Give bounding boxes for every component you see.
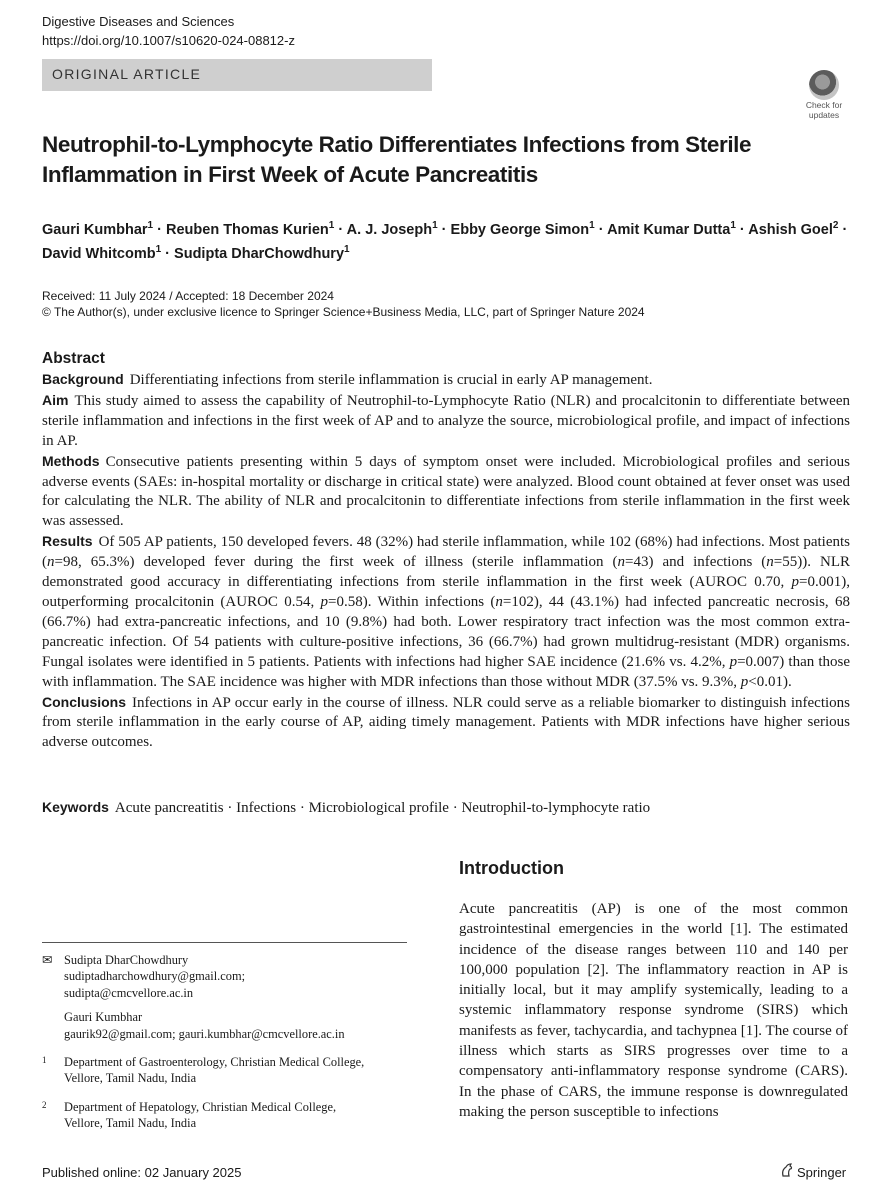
title-line-2: Inflammation in First Week of Acute Pancreatitis bbox=[42, 162, 538, 187]
p-symbol: p bbox=[320, 593, 329, 610]
author-name[interactable]: A. J. Joseph bbox=[346, 221, 433, 238]
published-date: Published online: 02 January 2025 bbox=[42, 1165, 242, 1180]
author-name[interactable]: Sudipta DharChowdhury bbox=[174, 245, 345, 262]
results-text: =0.001), outperforming procalcitonin (AUROC 0.54, bbox=[42, 574, 850, 610]
check-updates-line2: updates bbox=[808, 110, 840, 120]
methods-label: Methods bbox=[42, 452, 100, 469]
second-author-contact bbox=[42, 1009, 422, 1042]
author-name[interactable]: Ashish Goel bbox=[748, 221, 833, 238]
envelope-icon: ✉ bbox=[42, 953, 53, 967]
corresponding-author bbox=[42, 952, 422, 1001]
article-type-label: ORIGINAL ARTICLE bbox=[52, 66, 202, 82]
results-text: =55)). NLR demonstrated good accuracy in differentiating infections from sterile inflammation in the first week (AUROC 0.70, bbox=[42, 554, 850, 591]
affiliation-2 bbox=[42, 1099, 422, 1132]
title-line-1: Neutrophil-to-Lymphocyte Ratio Differentiates Infections from Sterile bbox=[42, 132, 752, 157]
author-affiliation: 1 bbox=[730, 220, 736, 231]
author-affiliation: 1 bbox=[344, 243, 350, 255]
abstract-aim bbox=[42, 391, 850, 452]
copyright-notice: © The Author(s), under exclusive licence to Springer Science+Business Media, LLC, part of Springer Nature 2024 bbox=[42, 305, 645, 319]
abstract-conclusions bbox=[42, 693, 850, 754]
affiliation-number: 1 bbox=[42, 1055, 47, 1066]
results-label: Results bbox=[42, 533, 93, 550]
methods-text: Consecutive patients presenting within 5 days of symptom onset were included. Microbiological profiles and serious adverse events (SAEs: in-hospital mortality or discharge in critical state) were analyzed. Blood count obtained at fever onset was used for calculating the NLR. The ability of NLR and procalcitonin to differentiate infections from sterile inflammation in the first week was assessed. bbox=[42, 453, 850, 530]
article-type-banner bbox=[42, 59, 432, 91]
intro-text: ]. The inflammatory reaction in AP is initially local, but it may amplify systemically, leading to a systemic inflammatory response syndrome (SIRS) which manifests as fever, tachycardia, and tachypnea [ bbox=[459, 961, 848, 1039]
results-text: =0.58). Within infections ( bbox=[328, 593, 496, 610]
keywords-text: Acute pancreatitis · Infections · Microbiological profile · Neutrophil-to-lymphocyte ratio bbox=[114, 800, 651, 816]
results-text: =0.007) than those with inflammation. The SAE incidence was higher with MDR infections than those without MDR (37.5% vs. 9.3%, bbox=[42, 653, 850, 690]
keywords-label: Keywords bbox=[42, 799, 109, 815]
p-symbol: p bbox=[729, 653, 738, 670]
author-affiliation: 1 bbox=[147, 220, 154, 231]
footnote-divider bbox=[42, 942, 407, 943]
results-text: <0.01). bbox=[748, 673, 792, 690]
aim-text: This study aimed to assess the capability of Neutrophil-to-Lymphocyte Ratio (NLR) and procalcitonin to differentiate between sterile inflammation and infections in the first week of AP and to analyze the source, microbiological profile, and impact of infections in AP. bbox=[42, 392, 850, 449]
author-affiliation: 1 bbox=[328, 220, 335, 231]
affiliation-text: Vellore, Tamil Nadu, India bbox=[64, 1116, 197, 1131]
check-for-updates-badge[interactable] bbox=[800, 70, 848, 120]
affiliation-text: Department of Gastroenterology, Christian Medical College, bbox=[64, 1055, 365, 1070]
aim-label: Aim bbox=[42, 391, 69, 408]
p-symbol: p bbox=[791, 574, 800, 591]
article-title bbox=[42, 130, 842, 190]
background-text: Differentiating infections from sterile inflammation is crucial in early AP management. bbox=[129, 372, 653, 388]
corresponding-email[interactable]: sudiptadharchowdhury@gmail.com; bbox=[64, 969, 246, 984]
check-updates-icon bbox=[809, 70, 839, 100]
abstract-heading: Abstract bbox=[42, 350, 105, 367]
publisher-logo[interactable] bbox=[780, 1163, 846, 1181]
n-symbol: n bbox=[766, 554, 774, 571]
affiliation-1 bbox=[42, 1054, 422, 1087]
author-name[interactable]: Ebby George Simon bbox=[450, 221, 590, 238]
author-list: Gauri Kumbhar$^1$ · Reuben Thomas Kurien$^1$ · A. J. Joseph$^1$ · Ebby George Simon$^1$ · Amit Kumar Dutta$^1$ · Ashish Goel$^2$ · David Whitcomb$^1$ · Sudipta DharChowdhury$^1$ bbox=[42, 220, 848, 262]
n-symbol: n bbox=[617, 554, 626, 571]
received-accepted-dates: Received: 11 July 2024 / Accepted: 18 December 2024 bbox=[42, 289, 334, 303]
citation-link[interactable]: 1 bbox=[745, 1022, 754, 1039]
contact-email[interactable]: gaurik92@gmail.com; gauri.kumbhar@cmcvellore.ac.in bbox=[64, 1026, 345, 1041]
author-name[interactable]: David Whitcomb bbox=[42, 245, 156, 262]
introduction-heading: Introduction bbox=[459, 858, 564, 878]
citation-link[interactable]: 1 bbox=[735, 921, 743, 938]
contact-name: Gauri Kumbhar bbox=[64, 1010, 143, 1025]
author-affiliation: 1 bbox=[589, 220, 595, 231]
author-affiliation: 1 bbox=[155, 243, 162, 255]
abstract-results bbox=[42, 532, 850, 692]
abstract-body bbox=[42, 370, 850, 753]
author-affiliation: 1 bbox=[432, 220, 438, 231]
affiliation-number: 2 bbox=[42, 1099, 47, 1110]
abstract-background bbox=[42, 370, 850, 391]
conclusions-label: Conclusions bbox=[42, 693, 127, 710]
intro-text: Acute pancreatitis (AP) is one of the most common gastrointestinal emergencies in the world [ bbox=[459, 901, 848, 938]
background-label: Background bbox=[42, 371, 124, 387]
conclusions-text: Infections in AP occur early in the course of illness. NLR could serve as a reliable biomarker to distinguish infections from sterile inflammation in the early course of AP, aiding timely management. Patients with MDR infections have higher serious adverse outcomes. bbox=[42, 694, 850, 751]
journal-name: Digestive Diseases and Sciences bbox=[42, 14, 235, 29]
springer-horse-icon bbox=[780, 1163, 793, 1177]
affiliation-text: Vellore, Tamil Nadu, India bbox=[64, 1071, 197, 1086]
results-text: Of 505 AP patients, 150 developed fevers. 48 (32%) had sterile inflammation, while 102 (68%) had infections. Most patients ( bbox=[42, 534, 850, 571]
doi-link[interactable]: https://doi.org/10.1007/s10620-024-08812-z bbox=[42, 33, 295, 48]
author-name[interactable]: Gauri Kumbhar bbox=[42, 221, 148, 238]
results-text: =43) and infections ( bbox=[625, 554, 767, 571]
citation-link[interactable]: 2 bbox=[592, 961, 600, 978]
p-symbol: p bbox=[740, 673, 749, 690]
corresponding-name: Sudipta DharChowdhury bbox=[64, 953, 189, 967]
publisher-name: Springer bbox=[797, 1165, 847, 1180]
check-updates-line1: Check for bbox=[805, 100, 843, 110]
n-symbol: n bbox=[47, 554, 55, 571]
author-name[interactable]: Reuben Thomas Kurien bbox=[166, 221, 329, 238]
results-text: =98, 65.3%) developed fever during the first week of illness (sterile inflammation ( bbox=[54, 554, 618, 571]
author-affiliation: 2 bbox=[832, 220, 839, 231]
intro-text: ]. The course of illness which starts as SIRS progresses over time to a compensatory anti-inflammatory response syndrome (CARS). In the phase of CARS, the immune response is downregulated making the person susceptible to infections bbox=[459, 1022, 849, 1120]
footnotes bbox=[42, 952, 422, 1132]
results-text: =102), 44 (43.1%) had infected pancreatic necrosis, 68 (66.7%) had extra-pancreatic infections, and 10 (9.8%) had both. Lower respiratory tract infection was the most common extra-pancreatic infection. Of 54 patients with culture-positive infections, 36 (66.7%) had grown multidrug-resistant (MDR) organisms. Fungal isolates were identified in 5 patients. Patients with infections had higher SAE incidence (21.6% vs. 4.2%, bbox=[42, 593, 850, 670]
keywords bbox=[42, 797, 650, 818]
affiliation-text: Department of Hepatology, Christian Medical College, bbox=[64, 1099, 337, 1114]
abstract-methods bbox=[42, 452, 850, 533]
intro-text: ]. The estimated incidence of the disease ranges between 110 and 140 per 100,000 population [ bbox=[459, 921, 848, 978]
n-symbol: n bbox=[495, 593, 503, 610]
introduction-paragraph bbox=[459, 899, 848, 1122]
author-name[interactable]: Amit Kumar Dutta bbox=[607, 221, 731, 238]
corresponding-email[interactable]: sudipta@cmcvellore.ac.in bbox=[64, 985, 194, 1000]
